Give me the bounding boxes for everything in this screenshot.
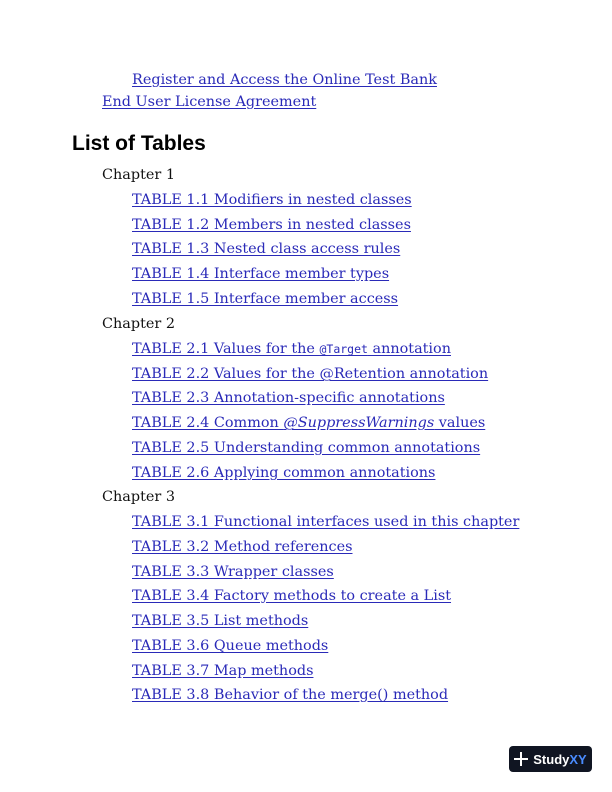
table-2-4-italic: @SuppressWarnings: [283, 415, 435, 431]
table-1-1-link[interactable]: TABLE 1.1 Modifiers in nested classes: [132, 192, 412, 208]
table-3-6-link[interactable]: TABLE 3.6 Queue methods: [132, 638, 329, 654]
plus-icon: [514, 752, 528, 766]
table-1-2-link[interactable]: TABLE 1.2 Members in nested classes: [132, 217, 411, 233]
table-2-4-link[interactable]: [132, 415, 485, 431]
table-3-1-link[interactable]: TABLE 3.1 Functional interfaces used in this chapter: [132, 514, 520, 530]
table-2-1-suffix: annotation: [367, 341, 451, 357]
chapter-3-label: Chapter 3: [102, 489, 175, 505]
section-title: List of Tables: [72, 132, 206, 155]
table-2-4-prefix: TABLE 2.4 Common: [132, 415, 284, 431]
table-3-8-link[interactable]: TABLE 3.8 Behavior of the merge() method: [132, 687, 449, 703]
chapter-2-label: Chapter 2: [102, 316, 175, 332]
table-3-7-link[interactable]: TABLE 3.7 Map methods: [132, 663, 314, 679]
table-2-2-link[interactable]: TABLE 2.2 Values for the @Retention annotation: [132, 366, 489, 382]
table-2-1-link[interactable]: [132, 341, 451, 357]
link-register-test-bank[interactable]: Register and Access the Online Test Bank: [132, 72, 437, 88]
table-1-5-link[interactable]: TABLE 1.5 Interface member access: [132, 291, 399, 307]
table-2-1-code: @Target: [319, 342, 368, 356]
table-1-4-link[interactable]: TABLE 1.4 Interface member types: [132, 266, 390, 282]
table-2-6-link[interactable]: TABLE 2.6 Applying common annotations: [132, 465, 436, 481]
table-3-5-link[interactable]: TABLE 3.5 List methods: [132, 613, 309, 629]
table-2-1-prefix: TABLE 2.1 Values for the: [132, 341, 320, 357]
table-2-4-suffix: values: [434, 415, 486, 431]
table-3-4-link[interactable]: TABLE 3.4 Factory methods to create a List: [132, 588, 452, 604]
badge-text-study: Study: [533, 751, 570, 767]
badge-text-xy: XY: [569, 751, 587, 767]
table-1-3-link[interactable]: TABLE 1.3 Nested class access rules: [132, 241, 401, 257]
chapter-1-label: Chapter 1: [102, 167, 175, 183]
table-3-2-link[interactable]: TABLE 3.2 Method references: [132, 539, 353, 555]
table-2-3-link[interactable]: TABLE 2.3 Annotation-specific annotations: [132, 390, 445, 406]
link-end-user-license[interactable]: End User License Agreement: [102, 94, 317, 110]
table-2-5-link[interactable]: TABLE 2.5 Understanding common annotations: [132, 440, 481, 456]
table-3-3-link[interactable]: TABLE 3.3 Wrapper classes: [132, 564, 334, 580]
studyxy-badge: [509, 746, 592, 772]
